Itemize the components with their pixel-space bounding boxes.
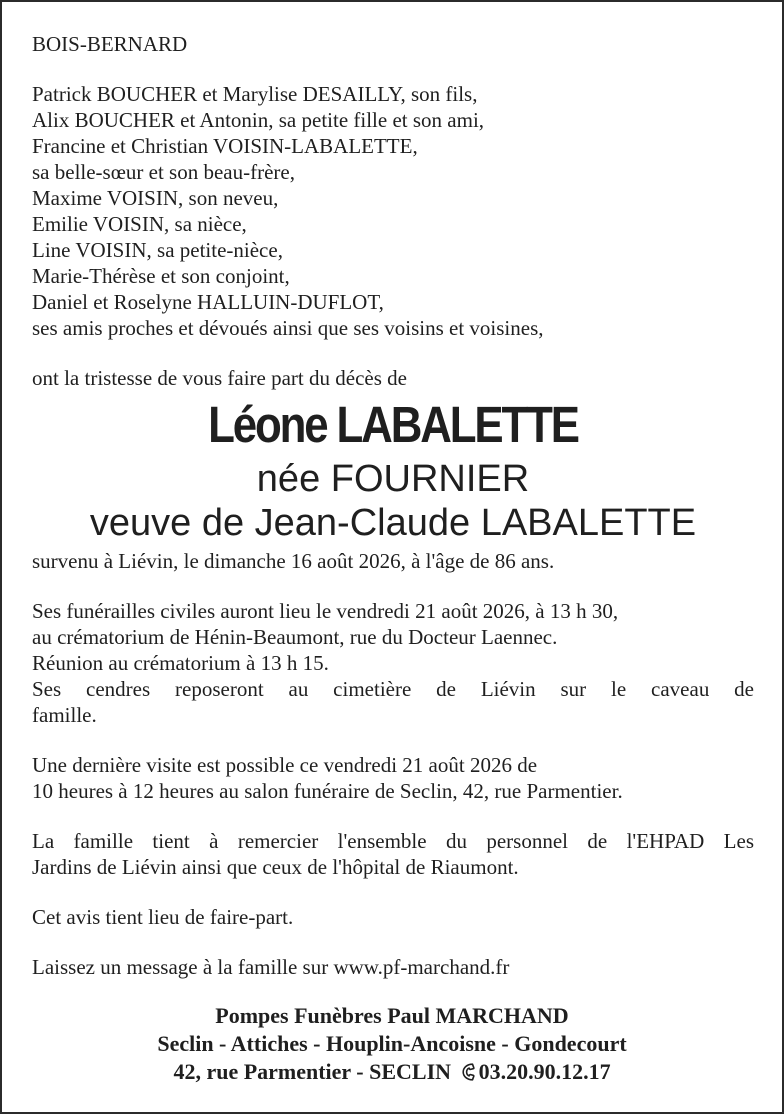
visit-line: Une dernière visite est possible ce vendredi 21 août 2026 de <box>32 753 538 777</box>
ashes-line: Ses cendres reposeront au cimetière de Liévin sur le caveau de <box>32 677 754 701</box>
funeral-home-footer <box>2 1002 782 1086</box>
family-line: Patrick BOUCHER et Marylise DESAILLY, son fils, <box>32 82 478 106</box>
company-name: Pompes Funèbres Paul MARCHAND <box>215 1003 569 1028</box>
family-line: ses amis proches et dévoués ainsi que ses voisins et voisines, <box>32 316 544 340</box>
funeral-line: Ses funérailles civiles auront lieu le vendredi 21 août 2026, à 13 h 30, <box>32 599 619 623</box>
family-line: Daniel et Roselyne HALLUIN-DUFLOT, <box>32 290 384 314</box>
thanks-line: La famille tient à remercier l'ensemble du personnel de l'EHPAD Les <box>32 829 754 853</box>
family-line: Emilie VOISIN, sa nièce, <box>32 212 247 236</box>
family-line: Marie-Thérèse et son conjoint, <box>32 264 290 288</box>
funeral-line: Réunion au crématorium à 13 h 15. <box>32 651 329 675</box>
family-line: Alix BOUCHER et Antonin, sa petite fille et son ami, <box>32 108 485 132</box>
thanks-paragraph <box>32 828 754 880</box>
faire-part-text: Cet avis tient lieu de faire-part. <box>32 905 294 929</box>
ashes-line-end: famille. <box>32 703 97 727</box>
thanks-line-end: Jardins de Liévin ainsi que ceux de l'hôpital de Riaumont. <box>32 855 519 879</box>
phone-handset-icon <box>461 1063 477 1081</box>
company-address: 42, rue Parmentier - SECLIN <box>173 1059 452 1084</box>
death-info: survenu à Liévin, le dimanche 16 août 2026, à l'âge de 86 ans. <box>32 549 555 573</box>
funeral-details <box>32 598 754 728</box>
family-line: Maxime VOISIN, son neveu, <box>32 186 279 210</box>
town-heading: BOIS-BERNARD <box>32 32 188 56</box>
family-list <box>32 81 754 341</box>
family-line: sa belle-sœur et son beau-frère, <box>32 160 295 184</box>
visit-line: 10 heures à 12 heures au salon funéraire de Seclin, 42, rue Parmentier. <box>32 779 623 803</box>
message-text: Laissez un message à la famille sur www.pf-marchand.fr <box>32 955 510 979</box>
family-line: Francine et Christian VOISIN-LABALETTE, <box>32 134 418 158</box>
funeral-line: au crématorium de Hénin-Beaumont, rue du Docteur Laennec. <box>32 625 558 649</box>
notice-body <box>32 31 754 980</box>
family-line: Line VOISIN, sa petite-nièce, <box>32 238 283 262</box>
company-locations: Seclin - Attiches - Houplin-Ancoisne - Gondecourt <box>157 1031 627 1056</box>
maiden-name: née FOURNIER <box>256 458 530 500</box>
company-contact <box>2 1058 782 1086</box>
deceased-name: Léone LABALETTE <box>208 396 578 453</box>
company-phone: 03.20.90.12.17 <box>478 1059 611 1084</box>
widow-of: veuve de Jean-Claude LABALETTE <box>89 502 697 544</box>
visit-details <box>32 752 754 804</box>
announcement-text: ont la tristesse de vous faire part du décès de <box>32 366 407 390</box>
